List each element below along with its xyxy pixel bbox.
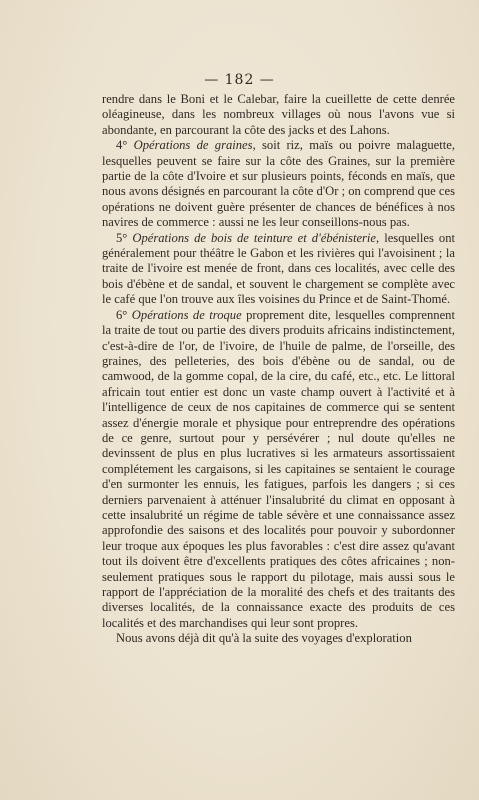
- item-number: 6°: [116, 307, 128, 322]
- paragraph-text: , soit riz, maïs ou poivre malaguette, lesquelles peuvent se faire sur la côte des Graines, sur la première partie de la côte d'Ivoire et sur plusieurs points, féconds en maïs, que nous avons désignés en parcourant la côte d'Or ; on comprend que ces opérations ne doivent guère présenter de chances de bénéfices à nos navires de commerce : aussi ne les leur conseillons-nous pas.: [102, 138, 455, 230]
- paragraph-text: , lesquelles ont généralement pour théâtre le Gabon et les rivières qui l'avoisinent ; la traite de l'ivoire est menée de front, dans ces localités, avec celle des bois d'ébène et de sandal, et souvent le chargement se complète avec le café que l'on trouve aux îles voisines du Prince et de Saint-Thomé.: [102, 230, 455, 307]
- item-heading: Opérations de bois de teinture et d'ébénisterie: [132, 230, 377, 245]
- paragraph-item-6: [102, 308, 455, 632]
- paragraph-continuation: [102, 92, 455, 138]
- item-heading: Opérations de troque: [131, 307, 242, 322]
- item-number: 4°: [116, 138, 128, 153]
- body-text: [102, 92, 455, 647]
- paragraph-item-5: [102, 231, 455, 308]
- paragraph-item-4: [102, 138, 455, 230]
- paragraph-text: rendre dans le Boni et le Calebar, faire la cueillette de cette denrée oléagineuse, dans les nombreux villages où nous l'avons vue si abondante, en parcourant la côte des jacks et des Lahons.: [102, 92, 455, 137]
- paragraph-text: proprement dite, lesquelles comprennent la traite de tout ou partie des divers produits africains indistinctement, c'est-à-dire de l'or, de l'ivoire, de l'huile de palme, de l'orseille, des graines, des pelleteries, des bois d'ébène ou de sandal, ou de camwood, de la gomme copal, de la cire, du café, etc., etc. Le littoral africain tout entier est donc un vaste champ ouvert à l'activité et à l'intelligence de ceux de nos capitaines de commerce qui se sentent assez d'énergie morale et physique pour entreprendre des opérations de ce genre, surtout pour y persévérer ; nul doute qu'elles ne devinssent de plus en plus lucratives si les armateurs assortissaient complétement les cargaisons, si les capitaines se sentaient le courage d'en surmonter les ennuis, les fatigues, parfois les dangers ; si ces derniers parvenaient à atténuer l'insalubrité du climat en opposant à cette insalubrité un régime de table sévère et une connaissance assez approfondie des saisons et des localités pour pouvoir y subordonner leur troque aux époques les plus favorables : c'est dire assez qu'avant tout ils doivent être d'excellents pratiques des côtes africaines ; non-seulement pratiques sous le rapport du pilotage, mais aussi sous le rapport de l'appréciation de la moralité des chefs et des traitants des diverses localités, de la connaissance exacte des produits de ces localités et des marchandises qui leur sont propres.: [102, 307, 455, 630]
- item-number: 5°: [116, 230, 128, 245]
- page-number: — 182 —: [204, 72, 275, 88]
- paragraph-text: Nous avons déjà dit qu'à la suite des voyages d'exploration: [116, 631, 412, 646]
- item-heading: Opérations de graines: [133, 138, 253, 153]
- paragraph-final: [102, 631, 455, 646]
